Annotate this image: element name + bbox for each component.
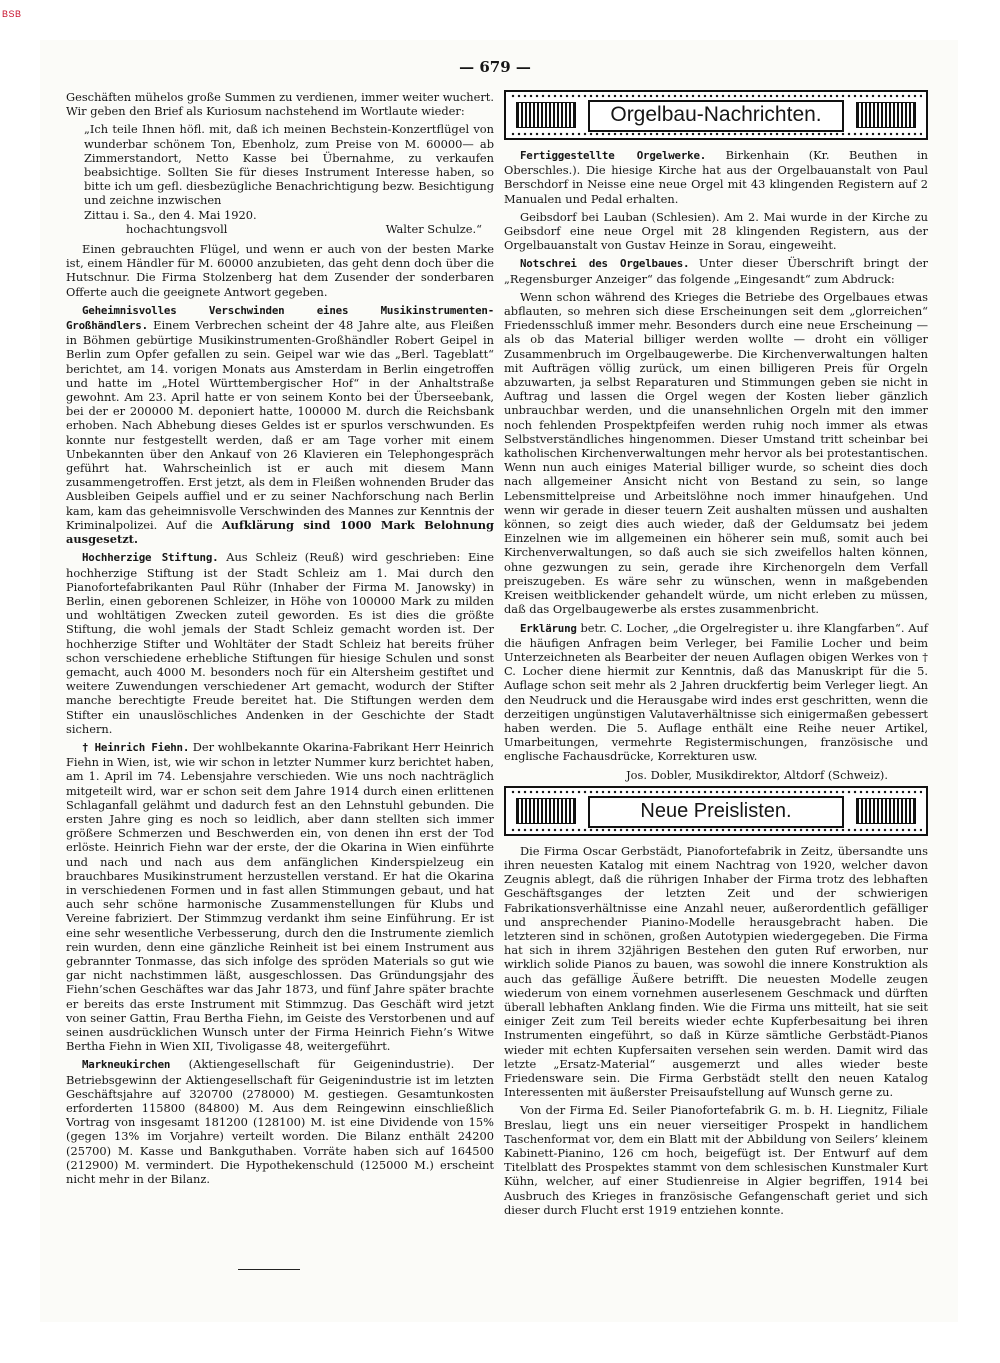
preislisten-banner <box>504 786 928 836</box>
banner-ornament-right <box>856 102 916 128</box>
orgelbau-banner-title: Orgelbau-Nachrichten. <box>588 100 844 132</box>
orgelwerke-heading: Fertiggestellte Orgelwerke. <box>520 149 707 162</box>
stiftung-text: Aus Schleiz (Reuß) wird geschrieben: Eine hochherzige Stiftung ist der Stadt Schleiz am 1. Mai durch den Pianofortefabrikanten Paul Rühr (Inhaber der Firma M. Janowsky) in Berlin, einen geborenen Schleizer, in Höhe von 100000 Mark zu milden und wohltätigen Zwecken zuteil geworden. Es ist dies die größte Stiftung, die wohl jemals der Stadt Schleiz gemacht worden ist. Der hochherzige Stifter und Wohltäter der Stadt Schleiz hat bereits früher schon verschiedene erhebliche Stiftungen für hiesige Schulen und sonst gemacht, auch 4000 M. besonders noch für ein Altersheim gestiftet und weitere Zuwendungen verschiedener Art gemacht, wodurch der Stifter manche berechtigte Freude bereitet hat. Die Stiftungen werden dem Stifter ein unauslöschliches Andenken in der Geschichte der Stadt sichern. <box>66 550 494 736</box>
notschrei-intro: Unter dieser Überschrift bringt der „Regensburger Anzeiger“ das folgende „Eingesandt“ zum Abdruck: <box>504 256 929 286</box>
stiftung-article <box>66 550 494 736</box>
markneukirchen-text: (Aktiengesellschaft für Geigenindustrie). Der Betriebsgewinn der Aktiengesellschaft für Geigenindustrie ist im letzten Geschäftsjahre auf 320700 (278000) M. gestiegen. Gesamtunkosten erforderten 115800 (84800) M. Aus dem Reingewinn einschließlich Vortrag von insgesamt 181200 (128100) M. ist eine Dividende von 15% (gegen 13% im Vorjahre) verteilt worden. Die Bilanz enthält 24200 (25700) M. Kasse und Bankguthaben. Vorräte haben sich auf 164500 (212900) M. vermindert. Die Hypothekenschuld (125000 M.) erscheint nicht mehr in der Bilanz. <box>66 1057 495 1187</box>
left-column <box>66 90 494 1190</box>
banner-dot-border <box>510 790 922 794</box>
erklaerung-heading: Erklärung <box>520 621 577 635</box>
fiehn-heading: † Heinrich Fiehn. <box>82 740 190 754</box>
gerbstaedt-paragraph: Die Firma Oscar Gerbstädt, Pianofortefabrik in Zeitz, übersandte uns ihren neuesten Katalog mit einem Nachtrag von 1920, welcher davon Zeugnis ablegt, daß die rührigen Inhaber der Firma trotz des lebhaften Geschäftsganges der letzten Zeit und der schwierigen Fabrikationsverhältnisse eine Anzahl neuer, außerordentlich gefälliger und ansprechender Pianino-Modelle herausgebracht haben. Die letzteren sind in schönen, großen Autotypien wiedergegeben. Die Firma hat sich in ihrem 32jährigen Bestehen den guten Ruf erworben, nur wirklich solide Pianos zu bauen, was sowohl die innere Konstruktion als auch das gefällige Äußere betrifft. Die neuesten Modelle zeugen wiederum von einem vornehmen auserlesenem Geschmack und dürften überall lebhaften Anklang finden. Wie die Firma uns mitteilt, hat sie seit einiger Zeit zum Teil bereits wieder echte Kupferbesaitung bei ihren Instrumenten eingeführt, so daß in Kürze sämtliche Gerbstädt-Pianos wieder mit echten Kupfersaiten versehen sein werden. Damit wird das letzte „Ersatz-Material“ ausgemerzt und alles wieder beste Friedensware sein. Die Firma Gerbstädt stellt den neuen Katalog Interessenten mit äußerster Preisaufstellung auf Wunsch gerne zu. <box>504 843 928 1100</box>
banner-ornament-left <box>516 798 576 824</box>
geheimnis-text: Einem Verbrechen scheint der 48 Jahre alte, aus Fleißen in Böhmen gebürtige Musikinstrumenten-Großhändler Robert Geipel in Berlin zum Opfer gefallen zu sein. Geipel war wie das „Berl. Tageblatt“ berichtet, am 14. vorigen Monats aus Amsterdam in Berlin eingetroffen und hatte im „Hotel Württembergischer Hof“ in der Anhaltstraße gewohnt. Am 23. April hatte er von seinem Konto bei der Überseebank, bei der er 200000 M. deponiert hatte, 100000 M. durch die Reichsbank erhoben. Nach Abhebung dieses Geldes ist er spurlos verschwunden. Es konnte nur festgestellt werden, daß er am Tage vorher mit einem Unbekannten über den Ankauf von 26 Klavieren ein Telephongespräch geführt hat. Wahrscheinlich ist er auch mit diesem Mann zusammengetroffen. Erst jetzt, als dem in Fleißen wohnenden Bruder das Ausbleiben Geipels auffiel und er zu seiner Nachforschung nach Berlin kam, kam das geheimnisvolle Verschwinden des Mannes zur Kenntnis der Kriminalpolizei. Auf die <box>66 318 494 532</box>
banner-dot-border <box>510 132 922 136</box>
letter-closing: hochachtungsvoll <box>126 221 228 236</box>
letter-body: „Ich teile Ihnen höfl. mit, daß ich meinen Bechstein-Konzertflügel von wunderbar schönem Ton, Ebenholz, zum Preise von M. 60000— ab Zimmerstandort, Netto Kasse bei Übernahme, zu verkaufen beabsichtige. Sollten Sie für dieses Instrument Interesse haben, so bitte ich um gefl. diesbezügliche Benachrichtigung bezw. Besichtigung und zeichne inzwischen <box>84 122 494 208</box>
geibsdorf-paragraph: Geibsdorf bei Lauban (Schlesien). Am 2. Mai wurde in der Kirche zu Geibsdorf eine neue Orgel mit 28 klingenden Registern, aus der Orgelbauanstalt von Gustav Heinze in Sorau, eingeweiht. <box>504 209 928 253</box>
orgelbau-banner <box>504 90 928 140</box>
geheimnis-article <box>66 303 494 546</box>
letter-place-date: Zittau i. Sa., den 4. Mai 1920. <box>84 207 257 222</box>
letter-signoff <box>66 222 494 236</box>
column-end-rule <box>238 1269 300 1270</box>
intro-paragraph: Geschäften mühelos große Summen zu verdienen, immer weiter wuchert. Wir geben den Brief als Kuriosum nachstehend im Wortlaute wieder: <box>66 90 494 119</box>
banner-ornament-right <box>856 798 916 824</box>
markneukirchen-article <box>66 1057 494 1186</box>
banner-ornament-left <box>516 102 576 128</box>
orgelwerke-article <box>504 148 928 206</box>
geheimnis-reward: Aufklärung sind 1000 Mark Belohnung ausgesetzt. <box>66 517 494 547</box>
seiler-paragraph: Von der Firma Ed. Seiler Pianofortefabrik G. m. b. H. Liegnitz, Filiale Breslau, liegt uns ein neuer vierseitiger Prospekt in handlichem Taschenformat vor, dem ein Blatt mit der Abbildung von Seilers’ kleinem Kabinett-Pianino, 126 cm hoch, beigefügt ist. Der Entwurf auf dem Titelblatt des Prospektes stammt von dem schlesischen Kunstmaler Kurt Kühn, welcher, auf einer Studienreise in Algier begriffen, 1914 bei Ausbruch des Krieges in französische Gefangenschaft geriet und sich dieser durch Flucht erst 1919 entziehen konnte. <box>504 1103 928 1217</box>
comment-paragraph: Einen gebrauchten Flügel, und wenn er auch von der besten Marke ist, einem Händler für M. 60000 anzubieten, das geht denn doch über die Hutschnur. Die Firma Stolzenberg hat dem Zusender der sonderbaren Offerte auch die geeignete Antwort gegeben. <box>66 242 494 299</box>
fiehn-text: Der wohlbekannte Okarina-Fabrikant Herr Heinrich Fiehn in Wien, ist, wie wir schon in letzter Nummer kurz berichtet haben, am 1. April im 74. Lebensjahre verschieden. Wie uns noch nachträglich mitgeteilt wird, war er schon seit dem Jahre 1914 durch einen erlittenen Schlaganfall gelähmt und dadurch fest an den Lehnstuhl gebunden. Die ersten Jahre ging es noch so leidlich, aber dann stellten sich immer größere Schmerzen und Beschwerden ein, von denen ihn erst der Tod erlöste. Heinrich Fiehn war der erste, der die Okarina in Wien einführte und nach und nach aus dem anfänglichen Kinderspielzeug ein brauchbares Musikinstrument herzustellen verstand. Er hat die Okarina in verschiedenen Formen und in fast allen Stimmungen gebaut, und hat auch sehr schöne harmonische Zusammenstellungen für Klubs und Vereine fabriziert. Der Stimmzug verdankt ihm seine Einführung. Er ist eine sehr wesentliche Verbesserung, durch den die Instrumente ziemlich rein wurden, denn eine gänzliche Reinheit ist bei einem Instrument aus gebrannter Tonmasse, das sich infolge des spröden Materials so gut wie gar nicht nachstimmen läßt, ausgeschlossen. Das Gründungsjahr des Fiehn’schen Geschäftes war das Jahr 1873, und fünf Jahre später brachte er bereits das erste Instrument mit Stimmzug. Das Geschäft wird jetzt von seiner Gattin, Frau Bertha Fiehn, im Geiste des Verstorbenen und auf seinen ausdrücklichen Wunsch unter der Firma Heinrich Fiehn’s Witwe Bertha Fiehn in Wien XII, Tivoligasse 48, weitergeführt. <box>66 739 494 1054</box>
erklaerung-signature: Jos. Dobler, Musikdirektor, Altdorf (Schweiz). <box>626 767 888 782</box>
letter-signature: Walter Schulze.“ <box>385 221 482 236</box>
banner-dot-border <box>510 828 922 832</box>
erklaerung-article <box>504 621 928 764</box>
library-mark: BSB <box>2 9 22 19</box>
markneukirchen-heading: Markneukirchen <box>82 1058 171 1072</box>
fiehn-article <box>66 740 494 1053</box>
banner-dot-border <box>510 94 922 98</box>
page-number: — 679 — <box>459 58 531 76</box>
notschrei-text: Wenn schon während des Krieges die Betriebe des Orgelbaues etwas abflauten, so mehren sich diese Erscheinungen seit dem „glorreichen“ Friedensschluß immer mehr. Besonders durch eine neue Erscheinung — als ob das Material billiger werden wollte — droht ein völliger Zusammenbruch im Orgelbaugewerbe. Die Kirchenverwaltungen halten mit Aufträgen völlig zurück, um einen billigeren Preis für Orgeln abzuwarten, ja selbst Reparaturen und Stimmungen geben sie nicht in Auftrag und lassen die Orgel wegen der Kosten lieber gänzlich unbrauchbar werden, und die unansehnlichen Orgeln mit den immer noch fehlenden Prospektpfeifen werden ruhig noch immer als etwas Selbstverständliches hingenommen. Dieser Umstand tritt scheinbar bei katholischen Kirchenverwaltungen mehr hervor als bei protestantischen. Wenn nun auch einiges Material billiger wurde, so scheint dies doch nach allgemeiner Ansicht nicht von Bestand zu sein, so lange Lebensmittelpreise und Arbeitslöhne noch immer hinaufgehen. Und wenn wir gerade in dieser teuern Zeit aushalten müssen und aushalten können, so zeigt dies auch wieder, daß der Geldumsatz bei jedem Einzelnen wie im allgemeinen ein höherer sein muß, somit auch bei Kirchenverwaltungen, so daß auch sie sich zweifellos halten können, ohne gezwungen zu sein, gerade ihre Kirchenorgeln dem Verfall preiszugeben. Es wäre sehr zu wünschen, wenn in maßgebenden Kreisen weitblickender gehandelt würde, um nicht erleben zu müssen, daß das Orgelbaugewerbe als erstes zusammenbricht. <box>504 289 928 617</box>
erklaerung-text: betr. C. Locher, „die Orgelregister u. ihre Klangfarben“. Auf die häufigen Anfragen beim Verleger, bei Familie Locher und beim Unterzeichneten als Bearbeiter der neuen Auflagen obigen Werkes von † C. Locher diene hiermit zur Kenntnis, daß das Manuskript für die 5. Auflage schon seit mehr als 2 Jahren druckfertig beim Verleger liegt. An den Neudruck und die Herausgabe wird indes erst geschritten, wenn die derzeitigen ungünstigen Valutaverhältnisse sich einigermaßen gebessert haben werden. Die 5. Auflage enthält eine Reihe neuer Artikel, Umarbeitungen, vermehrte Registermischungen, französische und englische Fachausdrücke, Korrekturen usw. <box>504 620 928 764</box>
geheimnis-heading: Geheimnisvolles Verschwinden eines Musikinstrumenten-Großhändlers. <box>66 303 494 333</box>
notschrei-article <box>504 256 928 285</box>
stiftung-heading: Hochherzige Stiftung. <box>82 551 219 565</box>
orgelwerke-text: Birkenhain (Kr. Beuthen in Oberschles.). Die hiesige Kirche hat aus der Orgelbauanstalt von Paul Berschdorf in Neisse eine neue Orgel mit 43 klingenden Registern auf 2 Manualen und Pedal erhalten. <box>504 148 929 206</box>
preislisten-banner-title: Neue Preislisten. <box>588 796 844 828</box>
right-column <box>504 90 928 1221</box>
notschrei-heading: Notschrei des Orgelbaues. <box>520 257 690 271</box>
